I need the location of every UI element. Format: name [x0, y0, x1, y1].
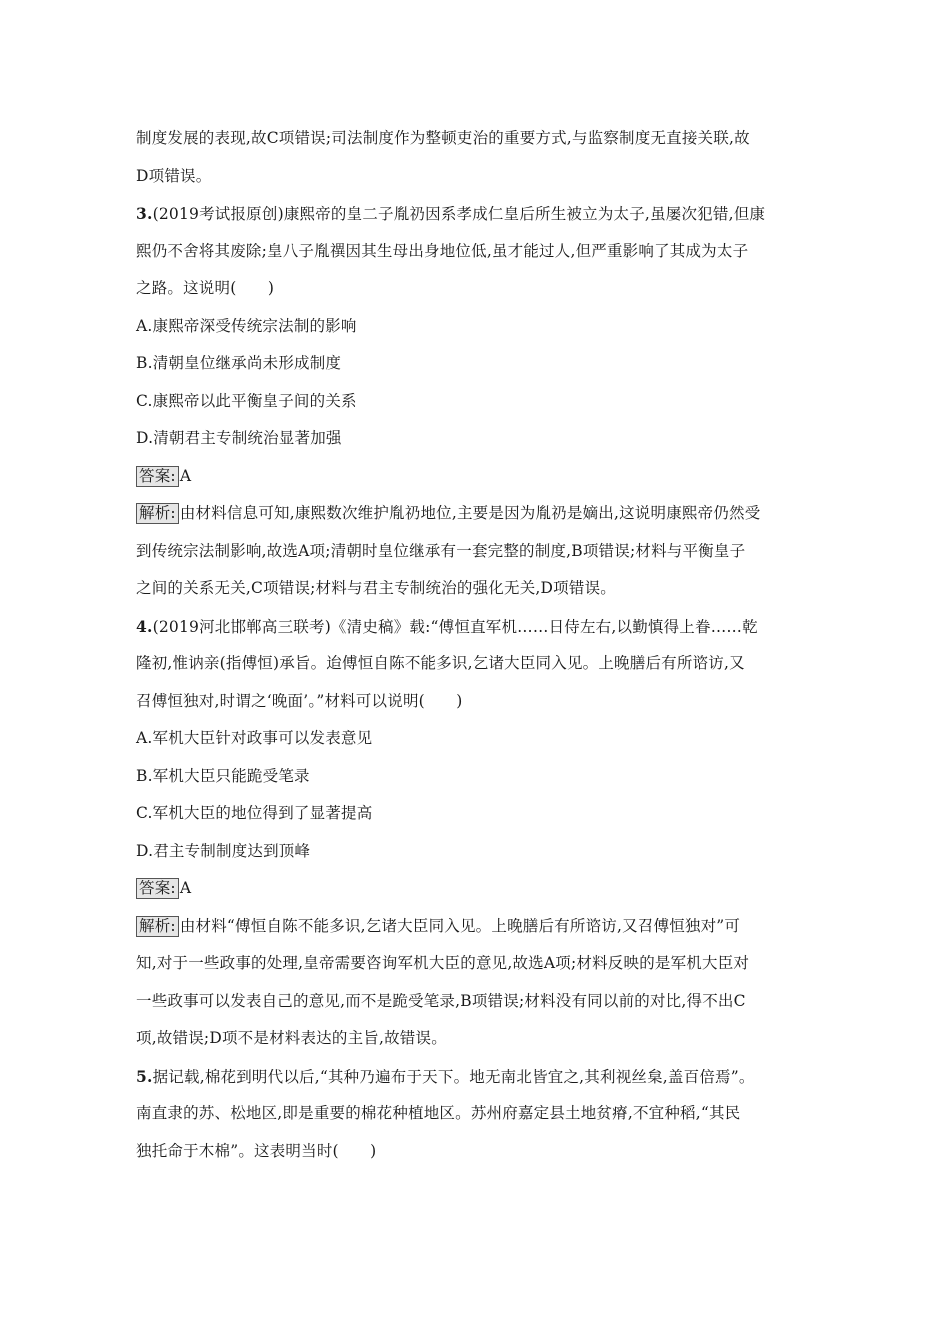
question-stem-line: 隆初,惟讷亲(指傅恒)承旨。迨傅恒自陈不能多识,乞诸大臣同入见。上晚膳后有所谘访,又	[136, 654, 745, 672]
question-number: 3.	[136, 204, 153, 223]
analysis-tag: 解析:	[136, 916, 179, 937]
document-page	[136, 120, 816, 1170]
answer-value: A	[179, 879, 192, 897]
question-stem-line	[136, 195, 816, 233]
option-c: C.康熙帝以此平衡皇子间的关系	[136, 391, 357, 410]
analysis-line	[136, 495, 816, 533]
text-line: D项错误。	[136, 166, 212, 185]
question-stem-line: 熙仍不舍将其废除;皇八子胤禩因其生母出身地位低,虽才能过人,但严重影响了其成为太子	[136, 241, 749, 260]
analysis-line: 一些政事可以发表自己的意见,而不是跪受笔录,B项错误;材料没有同以前的对比,得不出C	[136, 991, 746, 1010]
text-line: 制度发展的表现,故C项错误;司法制度作为整顿吏治的重要方式,与监察制度无直接关联,故	[136, 129, 750, 147]
answer-tag: 答案:	[136, 878, 179, 899]
question-stem-line	[136, 1058, 816, 1096]
option-a: A.军机大臣针对政事可以发表意见	[136, 729, 373, 747]
question-4	[136, 608, 816, 1058]
answer-tag: 答案:	[136, 466, 179, 487]
question-number: 4.	[136, 616, 153, 636]
q2-tail	[136, 120, 816, 195]
question-3	[136, 195, 816, 608]
question-stem-line: 独托命于木棉”。这表明当时( )	[136, 1141, 377, 1160]
stem-text: (2019河北邯郸高三联考)《清史稿》载:“傅恒直军机……日侍左右,以勤慎得上眷……乾	[152, 617, 758, 636]
answer-value: A	[179, 466, 192, 485]
option-b: B.清朝皇位继承尚未形成制度	[136, 354, 342, 372]
question-stem-line: 之路。这说明( )	[136, 279, 275, 297]
answer-line	[136, 458, 816, 496]
analysis-text: 由材料“傅恒自陈不能多识,乞诸大臣同入见。上晚膳后有所谘访,又召傅恒独对”可	[179, 916, 741, 935]
question-5	[136, 1058, 816, 1171]
stem-text: 据记载,棉花到明代以后,“其种乃遍布于天下。地无南北皆宜之,其利视丝枲,盖百倍焉”。	[152, 1067, 755, 1086]
question-stem-line	[136, 608, 816, 646]
analysis-line	[136, 908, 816, 946]
analysis-line: 知,对于一些政事的处理,皇帝需要咨询军机大臣的意见,故选A项;材料反映的是军机大臣对	[136, 954, 750, 972]
option-c: C.军机大臣的地位得到了显著提高	[136, 804, 373, 822]
option-a: A.康熙帝深受传统宗法制的影响	[136, 316, 357, 335]
analysis-line: 项,故错误;D项不是材料表达的主旨,故错误。	[136, 1029, 447, 1047]
analysis-text: 由材料信息可知,康熙数次维护胤礽地位,主要是因为胤礽是嫡出,这说明康熙帝仍然受	[179, 504, 761, 522]
stem-text: (2019考试报原创)康熙帝的皇二子胤礽因系孝成仁皇后所生被立为太子,虽屡次犯错,但康	[152, 205, 766, 223]
question-number: 5.	[136, 1066, 153, 1086]
answer-line	[136, 870, 816, 908]
option-b: B.军机大臣只能跪受笔录	[136, 766, 310, 785]
analysis-line: 之间的关系无关,C项错误;材料与君主专制统治的强化无关,D项错误。	[136, 579, 616, 597]
option-d: D.清朝君主专制统治显著加强	[136, 429, 342, 447]
question-stem-line: 南直隶的苏、松地区,即是重要的棉花种植地区。苏州府嘉定县土地贫瘠,不宜种稻,“其民	[136, 1104, 741, 1122]
analysis-tag: 解析:	[136, 503, 179, 524]
question-stem-line: 召傅恒独对,时谓之‘晚面’。”材料可以说明( )	[136, 691, 463, 710]
analysis-line: 到传统宗法制影响,故选A项;清朝时皇位继承有一套完整的制度,B项错误;材料与平衡皇子	[136, 541, 746, 560]
option-d: D.君主专制制度达到顶峰	[136, 841, 311, 860]
